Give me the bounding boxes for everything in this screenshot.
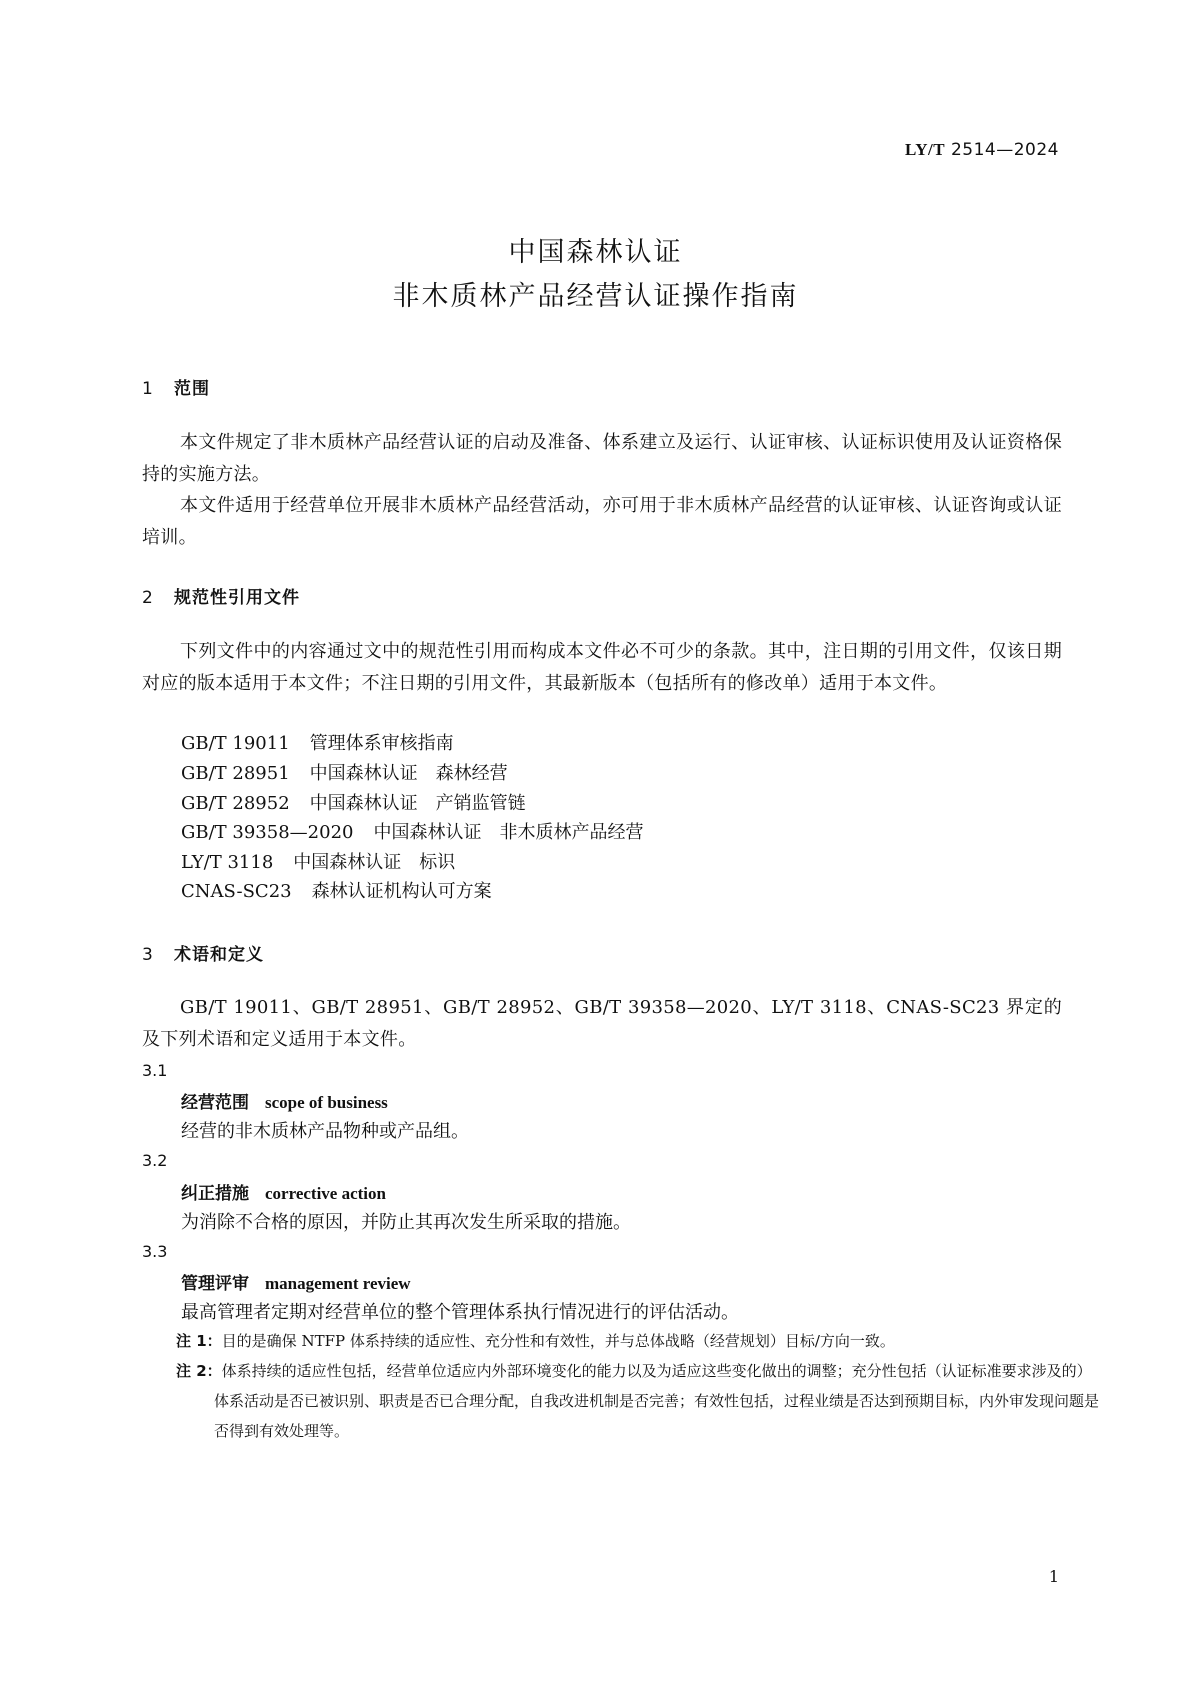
term-name-zh: 管理评审 bbox=[181, 1274, 249, 1294]
reference-title: 森林认证机构认可方案 bbox=[311, 881, 492, 902]
section-title: 规范性引用文件 bbox=[174, 588, 300, 608]
section-1-paragraph-1: 本文件规定了非木质林产品经营认证的启动及准备、体系建立及运行、认证审核、认证标识使用及认证资格保持的实施方法。 bbox=[142, 432, 1062, 485]
reference-item bbox=[181, 759, 508, 785]
term-heading bbox=[181, 1088, 388, 1113]
standard-code-number: 2514—2024 bbox=[950, 140, 1059, 160]
reference-code: CNAS-SC23 bbox=[181, 881, 292, 902]
reference-item bbox=[181, 848, 455, 874]
section-2-heading bbox=[142, 583, 300, 608]
note-text: 体系持续的适应性包括，经营单位适应内外部环境变化的能力以及为适应这些变化做出的调整；充分性包括（认证标准要求涉及的）体系活动是否已被识别、职责是否已合理分配，自我改进机制是否完善；有效性包括，过程业绩是否达到预期目标，内外审发现问题是否得到有效处理等。 bbox=[214, 1362, 1100, 1440]
reference-item bbox=[181, 818, 643, 844]
document-title-line-2: 非木质林产品经营认证操作指南 bbox=[392, 281, 799, 312]
reference-code: GB/T 28952 bbox=[181, 793, 290, 814]
term-number: 3.2 bbox=[142, 1151, 168, 1170]
note-2 bbox=[176, 1356, 1100, 1446]
reference-item bbox=[181, 789, 526, 815]
standard-code bbox=[905, 140, 1059, 160]
page-number: 1 bbox=[1048, 1567, 1059, 1586]
term-name-en: corrective action bbox=[265, 1184, 386, 1203]
document-title-line-1: 中国森林认证 bbox=[508, 237, 683, 268]
reference-code: GB/T 19011 bbox=[181, 733, 290, 754]
term-definition: 经营的非木质林产品物种或产品组。 bbox=[181, 1121, 469, 1142]
reference-title: 中国森林认证 产销监管链 bbox=[309, 793, 526, 814]
section-title: 术语和定义 bbox=[174, 945, 264, 965]
reference-title: 管理体系审核指南 bbox=[309, 733, 454, 754]
term-heading bbox=[181, 1269, 411, 1294]
note-1 bbox=[176, 1326, 1062, 1356]
term-definition: 最高管理者定期对经营单位的整个管理体系执行情况进行的评估活动。 bbox=[181, 1302, 739, 1323]
term-name-en: scope of business bbox=[265, 1093, 388, 1112]
section-title: 范围 bbox=[174, 379, 210, 399]
section-1-heading bbox=[142, 374, 210, 399]
section-1-paragraph-2: 本文件适用于经营单位开展非木质林产品经营活动，亦可用于非木质林产品经营的认证审核、认证咨询或认证培训。 bbox=[142, 495, 1062, 548]
term-definition: 为消除不合格的原因，并防止其再次发生所采取的措施。 bbox=[181, 1212, 631, 1233]
term-name-zh: 纠正措施 bbox=[181, 1184, 249, 1204]
term-number: 3.1 bbox=[142, 1061, 168, 1080]
section-3-heading bbox=[142, 940, 264, 965]
section-number: 3 bbox=[142, 945, 154, 965]
section-number: 2 bbox=[142, 588, 154, 608]
term-number: 3.3 bbox=[142, 1242, 168, 1261]
term-heading bbox=[181, 1179, 386, 1204]
section-3-intro: GB/T 19011、GB/T 28951、GB/T 28952、GB/T 39358—2020、LY/T 3118、CNAS-SC23 界定的及下列术语和定义适用于本文件。 bbox=[142, 997, 1062, 1050]
reference-code: GB/T 39358—2020 bbox=[181, 822, 354, 843]
reference-code: LY/T 3118 bbox=[181, 852, 274, 873]
reference-title: 中国森林认证 非木质林产品经营 bbox=[373, 822, 644, 843]
reference-item bbox=[181, 877, 492, 903]
standard-code-prefix: LY/T bbox=[904, 140, 946, 159]
note-text: 目的是确保 NTFP 体系持续的适应性、充分性和有效性，并与总体战略（经营规划）目标/方向一致。 bbox=[221, 1332, 895, 1350]
section-2-intro: 下列文件中的内容通过文中的规范性引用而构成本文件必不可少的条款。其中，注日期的引用文件，仅该日期对应的版本适用于本文件；不注日期的引用文件，其最新版本（包括所有的修改单）适用于本文件。 bbox=[142, 641, 1062, 694]
reference-title: 中国森林认证 森林经营 bbox=[309, 763, 508, 784]
term-name-en: management review bbox=[265, 1274, 411, 1293]
reference-item bbox=[181, 729, 454, 755]
note-label: 注 2： bbox=[176, 1362, 222, 1380]
reference-code: GB/T 28951 bbox=[181, 763, 290, 784]
term-name-zh: 经营范围 bbox=[181, 1093, 249, 1113]
reference-title: 中国森林认证 标识 bbox=[293, 852, 456, 873]
note-label: 注 1： bbox=[176, 1332, 222, 1350]
section-number: 1 bbox=[142, 379, 154, 399]
